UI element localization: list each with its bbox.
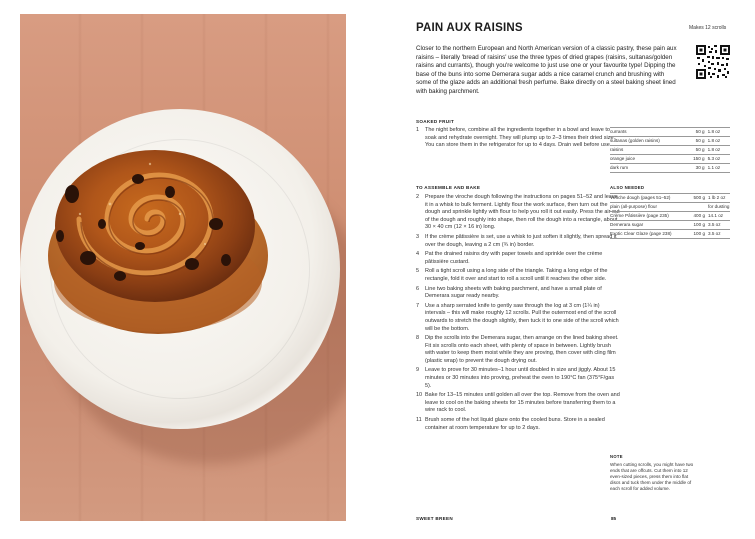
ingredient-row	[610, 194, 730, 203]
note-text: When cutting scrolls, you might have two ends that are offcuts. Cut them into 12 even-sized pieces, press them into flat discs and tuck them under the middle of each scroll for added volume.	[610, 462, 694, 491]
step-item	[416, 194, 621, 232]
ingredient-row	[610, 128, 730, 137]
section-heading-also-needed: ALSO NEEDED	[610, 185, 645, 190]
ingredient-row	[610, 154, 730, 163]
ingredient-name: raisins	[610, 145, 685, 154]
ingredient-imperial: 1.8 oz	[708, 145, 730, 154]
ingredient-metric: 100 g	[688, 229, 708, 238]
ingredient-imperial: 1.8 oz	[708, 136, 730, 145]
ingredient-metric: 400 g	[688, 211, 708, 220]
ingredient-metric: 50 g	[685, 145, 707, 154]
ingredient-metric: 100 g	[688, 220, 708, 229]
section-heading-assemble: TO ASSEMBLE AND BAKE	[416, 185, 481, 190]
recipe-title: PAIN AUX RAISINS	[416, 22, 523, 34]
step-text: Line two baking sheets with baking parchment, and have a small plate of Demerara sugar ready nearby.	[425, 285, 602, 300]
ingredient-row	[610, 220, 730, 229]
pastry-illustration	[20, 14, 346, 521]
recipe-page	[396, 0, 755, 539]
step-number: 1	[416, 127, 420, 133]
step-number: 5	[416, 268, 420, 275]
step-number: 2	[416, 194, 420, 200]
ingredient-metric: 50 g	[685, 128, 707, 137]
step-text: Bake for 13–15 minutes until golden all over the top. Remove from the oven and leave to cool on the baking sheets for 15 minutes before transferring them to a wire rack to cool.	[425, 392, 620, 414]
step-text: Pat the drained raisins dry with paper towels and sprinkle over the crème pâtissière custard.	[425, 251, 603, 265]
ingredient-row	[610, 163, 730, 172]
ingredient-metric: 150 g	[685, 154, 707, 163]
step-text: Roll a tight scroll using a long side of the triangle. Taking a long edge of the rectangle, fold it over and start to roll a scroll until it reaches the other side.	[425, 268, 608, 282]
ingredient-metric: 50 g	[685, 136, 707, 145]
ingredient-name: Demerara sugar	[610, 220, 688, 229]
page-number: 85	[611, 516, 617, 521]
note-heading: NOTE	[610, 454, 623, 459]
ingredient-imperial: 3.5 oz	[708, 229, 730, 238]
ingredient-imperial: 5.3 oz	[708, 154, 730, 163]
ingredient-imperial: 14.1 oz	[708, 211, 730, 220]
ingredient-imperial: 1.1 oz	[708, 163, 730, 172]
recipe-intro: Closer to the northern European and North American version of a classic pastry, these pain aux raisins – literally 'bread of raisins' use the three types of dried grapes (raisins, sultanas/golden raisins and currants), though you're welcome to just use one or your favourite type! Dipping the base of the buns into some Demerara sugar adds a nice caramel crunch and brushing with some of the glaze adds an additional fresh perfume. Bake directly on a steel baking sheet lined with baking parchment.	[416, 45, 677, 95]
step-number: 6	[416, 285, 420, 292]
step-text: Brush some of the hot liquid glaze onto the cooled buns. Store in a sealed container at room temperature for up to 2 days.	[425, 417, 605, 431]
ingredient-name: Exotic Clear Glaze (page 238)	[610, 229, 688, 238]
step-item	[416, 335, 621, 365]
ingredient-name: Crème Pâtissière (page 235)	[610, 211, 688, 220]
step-number: 9	[416, 367, 420, 374]
ingredient-imperial: 3.5 oz	[708, 220, 730, 229]
ingredient-metric: 500 g	[688, 194, 708, 203]
ingredient-row	[610, 145, 730, 154]
step-item	[416, 367, 621, 390]
ingredient-name: currants	[610, 128, 685, 137]
step-text: The night before, combine all the ingredients together in a bowl and leave to soak and rehydrate overnight. They will plump up to 2–3 times their dried size. You can store them in the refrigerator for up to 4 days. Drain well before use.	[425, 127, 616, 149]
step-number: 10	[416, 392, 423, 399]
step-item	[416, 251, 621, 266]
step-item	[416, 392, 621, 415]
step-number: 7	[416, 302, 420, 309]
also-needed-ingredients	[610, 193, 730, 239]
assemble-steps	[416, 194, 621, 432]
step-item	[416, 286, 621, 301]
ingredient-name: Viroche dough (pages 51–52)	[610, 194, 688, 203]
step-item	[416, 417, 621, 432]
ingredient-metric: 30 g	[685, 163, 707, 172]
step-text: Prepare the viroche dough following the instructions on pages 51–52 and leave it in a whisk to bulk ferment. Lightly flour the work surface, then turn out the dough and sprinkle lightly with flour to help you roll it out easily. Press the air out of the dough and roughly into shape, then roll the dough into a rectangle, about 30 × 40 cm (12 × 16 in) long.	[425, 194, 620, 231]
ingredient-name: sultanas (golden raisins)	[610, 136, 685, 145]
step-text: Dip the scrolls into the Demerara sugar, then arrange on the lined baking sheet. Fit six scrolls onto each sheet, with plenty of space in between. Lightly brush with water to keep them moist while they are proving, then cover with cling film (plastic wrap) to prevent the dough drying out.	[425, 335, 619, 364]
ingredient-row	[610, 211, 730, 220]
ingredient-imperial: for dusting	[708, 202, 730, 211]
footer-section-name: SWEET BREEN	[416, 516, 453, 521]
step-item	[416, 303, 621, 333]
step-text: Use a sharp serrated knife to gently saw through the log at 3 cm (1¼ in) intervals – this will make roughly 12 scrolls. Pull the outermost end of the scroll outwards to stretch the dough slightly, then tuck it to one side of the scroll which will be the bottom.	[425, 302, 619, 332]
step-number: 4	[416, 251, 420, 258]
ingredient-row	[610, 202, 730, 211]
step-text: Leave to prove for 30 minutes–1 hour until doubled in size and jiggly. About 15 minutes or 30 minutes into proving, preheat the oven to 190°C fan (375°F/gas 5).	[425, 367, 616, 389]
step-item	[416, 268, 621, 283]
food-photo	[20, 14, 346, 521]
ingredient-imperial: 1.8 oz	[708, 128, 730, 137]
step-number: 11	[416, 417, 422, 424]
ingredient-name: plain (all-purpose) flour	[610, 202, 688, 211]
ingredient-metric	[688, 202, 708, 211]
soaked-fruit-steps	[416, 127, 621, 150]
ingredient-name: dark rum	[610, 163, 685, 172]
step-item	[416, 234, 621, 249]
step-number: 3	[416, 233, 420, 240]
step-item	[416, 127, 621, 150]
qr-code-icon	[696, 45, 730, 79]
ingredient-name: orange juice	[610, 154, 685, 163]
ingredient-row	[610, 136, 730, 145]
section-heading-soaked-fruit: SOAKED FRUIT	[416, 119, 455, 124]
soaked-fruit-ingredients	[610, 127, 730, 173]
yield-label: Makes 12 scrolls	[689, 25, 727, 31]
ingredient-imperial: 1 lb 2 oz	[708, 194, 730, 203]
step-text: If the crème pâtissière is set, use a whisk to just soften it slightly, then spread it over the dough, leaving a 2 cm (¾ in) border.	[425, 233, 617, 248]
step-number: 8	[416, 335, 420, 342]
ingredient-row	[610, 229, 730, 238]
